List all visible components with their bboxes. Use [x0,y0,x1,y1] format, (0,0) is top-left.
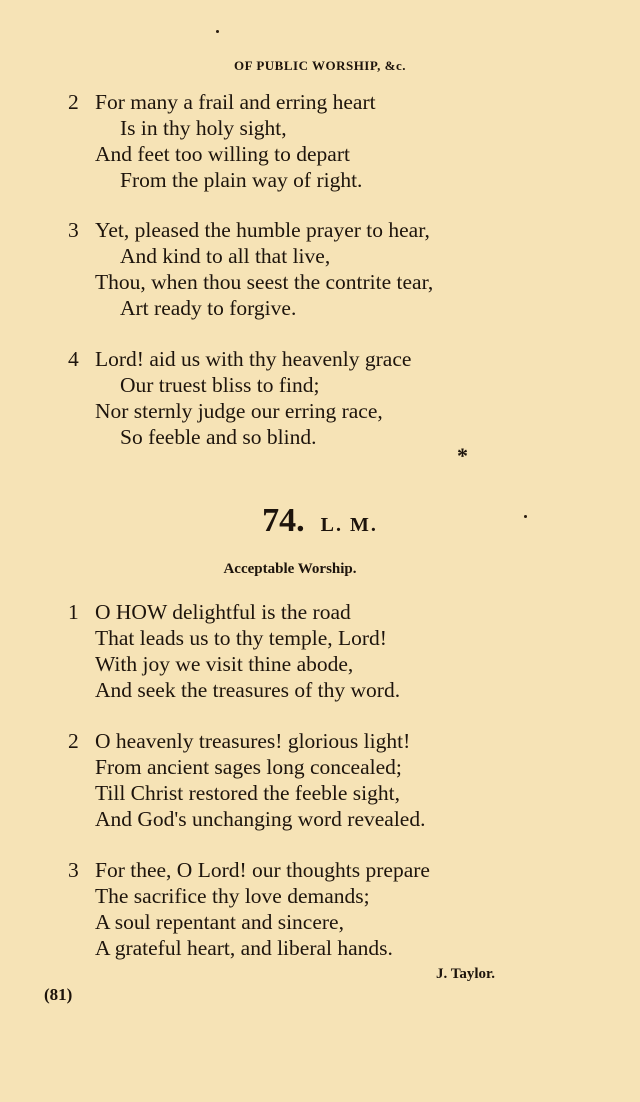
stanza-line [68,599,538,625]
line-text: And God's unchanging word revealed. [95,807,426,831]
stanza-line [68,935,538,961]
page-number: (81) [44,985,73,1004]
stanza-line [68,243,538,269]
line-text: Art ready to forgive. [120,296,297,320]
hymn-number: 74. [262,502,305,539]
line-text: Nor sternly judge our erring race, [95,399,383,423]
stanza-line [68,728,538,754]
running-head: OF PUBLIC WORSHIP, &c. [234,58,406,73]
stanza-line [68,141,538,167]
asterisk-ornament: * [457,443,468,468]
hymn-title: Acceptable Worship. [223,561,357,577]
stanza [68,728,538,832]
line-text: So feeble and so blind. [120,425,317,449]
line-text: Thou, when thou seest the contrite tear, [95,270,434,294]
line-text: Till Christ restored the feeble sight, [95,781,400,805]
stanza-line [68,754,538,780]
author-attribution: J. Taylor. [436,966,496,982]
line-text: That leads us to thy temple, Lord! [95,626,387,650]
line-text: The sacrifice thy love demands; [95,884,370,908]
stanza-number: 2 [68,729,79,753]
stanza-line [68,883,538,909]
stanza-line [68,167,538,193]
stanza-line [68,625,538,651]
stanza [68,599,538,703]
line-text: And kind to all that live, [120,244,331,268]
stanza-line [68,909,538,935]
stanza-line [68,269,538,295]
stanza-line [68,115,538,141]
line-text: A soul repentant and sincere, [95,910,344,934]
stanza-line [68,780,538,806]
stanza [68,346,538,450]
stanza-line [68,857,538,883]
line-text: For many a frail and erring heart [95,90,376,114]
line-text: And feet too willing to depart [95,142,350,166]
line-text: From ancient sages long concealed; [95,755,402,779]
stanza-line [68,295,538,321]
line-text: For thee, O Lord! our thoughts prepare [95,858,430,882]
stanza-number: 3 [68,858,79,882]
line-text: With joy we visit thine abode, [95,652,354,676]
line-text: From the plain way of right. [120,168,363,192]
stanza-line [68,89,538,115]
line-text: Is in thy holy sight, [120,116,287,140]
line-text: And seek the treasures of thy word. [95,678,401,702]
line-text: Our truest bliss to find; [120,373,320,397]
stanza-line [68,372,538,398]
stanza-number: 3 [68,218,79,242]
ink-speck [216,30,219,33]
stanza-number: 4 [68,347,79,371]
stanza-line [68,806,538,832]
stanza [68,857,538,961]
stanza-number: 1 [68,600,79,624]
line-text: Yet, pleased the humble prayer to hear, [95,218,430,242]
stanza-line [68,346,538,372]
line-text: A grateful heart, and liberal hands. [95,936,393,960]
line-text: O heavenly treasures! glorious light! [95,729,411,753]
hymn-meter: L. M. [320,514,378,536]
stanza-line [68,677,538,703]
stanza-line [68,217,538,243]
line-text: Lord! aid us with thy heavenly grace [95,347,412,371]
stanza-line [68,651,538,677]
stanza [68,89,538,193]
stanza [68,217,538,321]
stanza-line [68,398,538,424]
stanza-number: 2 [68,90,79,114]
line-text: O HOW delightful is the road [95,600,351,624]
hymn-heading [0,502,640,540]
